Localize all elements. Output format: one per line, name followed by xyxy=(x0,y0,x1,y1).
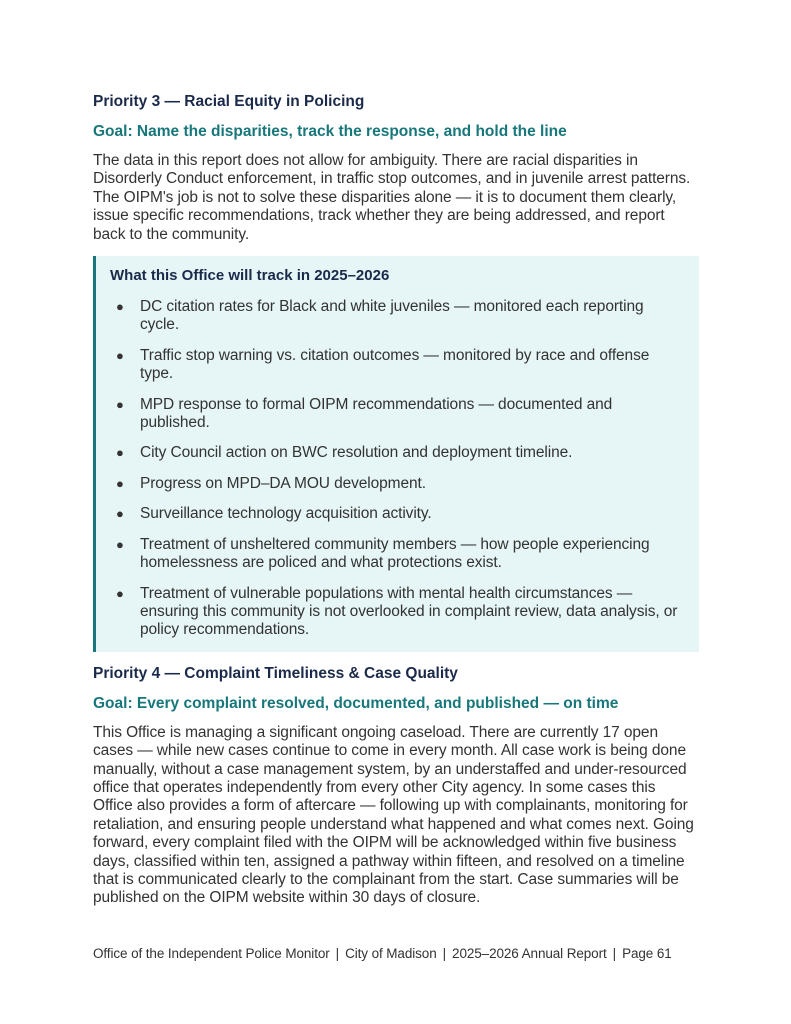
bullet-icon: ● xyxy=(116,347,124,363)
footer-separator: | xyxy=(612,946,617,961)
list-item xyxy=(110,298,679,335)
list-item xyxy=(110,444,679,462)
footer-separator: | xyxy=(442,946,447,961)
list-item-text: City Council action on BWC resolution and deployment timeline. xyxy=(140,444,573,462)
tracking-callout-box xyxy=(93,256,699,652)
bullet-icon: ● xyxy=(116,536,124,552)
footer-report: 2025–2026 Annual Report xyxy=(452,946,607,961)
list-item xyxy=(110,475,679,493)
footer-separator: | xyxy=(335,946,340,961)
footer-city: City of Madison xyxy=(345,946,437,961)
tracking-list xyxy=(110,298,679,640)
priority-4-section xyxy=(93,664,699,908)
list-item-text: Surveillance technology acquisition activity. xyxy=(140,505,432,523)
callout-title: What this Office will track in 2025–2026 xyxy=(110,267,390,285)
list-item-text: DC citation rates for Black and white juveniles — monitored each reporting cycle. xyxy=(140,298,644,334)
priority-4-body: This Office is managing a significant ongoing caseload. There are currently 17 open cases — while new cases continue to come in every month. All case work is being done manually, without a case management system, by an understaffed and under-resourced office that operates independently from every other City agency. In some cases this Office also provides a form of aftercare — following up with complainants, monitoring for retaliation, and ensuring people understand what happened and what comes next. Going forward, every complaint filed with the OIPM will be acknowledged within five business days, classified within ten, assigned a pathway within fifteen, and resolved on a timeline that is communicated clearly to the complainant from the start. Case summaries will be published on the OIPM website within 30 days of closure. xyxy=(93,723,694,907)
list-item xyxy=(110,347,679,384)
bullet-icon: ● xyxy=(116,506,124,522)
priority-3-heading: Priority 3 — Racial Equity in Policing xyxy=(93,93,365,110)
list-item xyxy=(110,585,679,640)
list-item-text: MPD response to formal OIPM recommendations — documented and published. xyxy=(140,395,613,432)
bullet-icon: ● xyxy=(116,585,124,601)
list-item-text: Traffic stop warning vs. citation outcomes — monitored by race and offense type. xyxy=(140,346,650,383)
footer-office: Office of the Independent Police Monitor xyxy=(93,946,330,961)
footer-page-number: Page 61 xyxy=(622,946,672,961)
list-item-text: Treatment of unsheltered community members — how people experiencing homelessness are policed and what protections exist. xyxy=(140,535,650,572)
list-item-text: Treatment of vulnerable populations with mental health circumstances — ensuring this community is not overlooked in complaint review, data analysis, or policy recommendations. xyxy=(140,584,678,639)
priority-3-goal: Goal: Name the disparities, track the response, and hold the line xyxy=(93,123,567,140)
priority-3-body: The data in this report does not allow for ambiguity. There are racial disparities in Disorderly Conduct enforcement, in traffic stop outcomes, and in juvenile arrest patterns. The OIPM's job is not to solve these disparities alone — it is to document them clearly, issue specific recommendations, track whether they are being addressed, and report back to the community. xyxy=(93,152,691,243)
list-item xyxy=(110,536,679,573)
priority-4-goal: Goal: Every complaint resolved, documented, and published — on time xyxy=(93,694,619,712)
priority-4-heading: Priority 4 — Complaint Timeliness & Case Quality xyxy=(93,664,458,682)
list-item xyxy=(110,505,679,523)
bullet-icon: ● xyxy=(116,396,124,412)
page-footer xyxy=(93,946,672,961)
bullet-icon: ● xyxy=(116,445,124,461)
bullet-icon: ● xyxy=(116,299,124,315)
bullet-icon: ● xyxy=(116,475,124,491)
list-item xyxy=(110,396,679,433)
list-item-text: Progress on MPD–DA MOU development. xyxy=(140,474,426,492)
page-content xyxy=(93,92,699,908)
